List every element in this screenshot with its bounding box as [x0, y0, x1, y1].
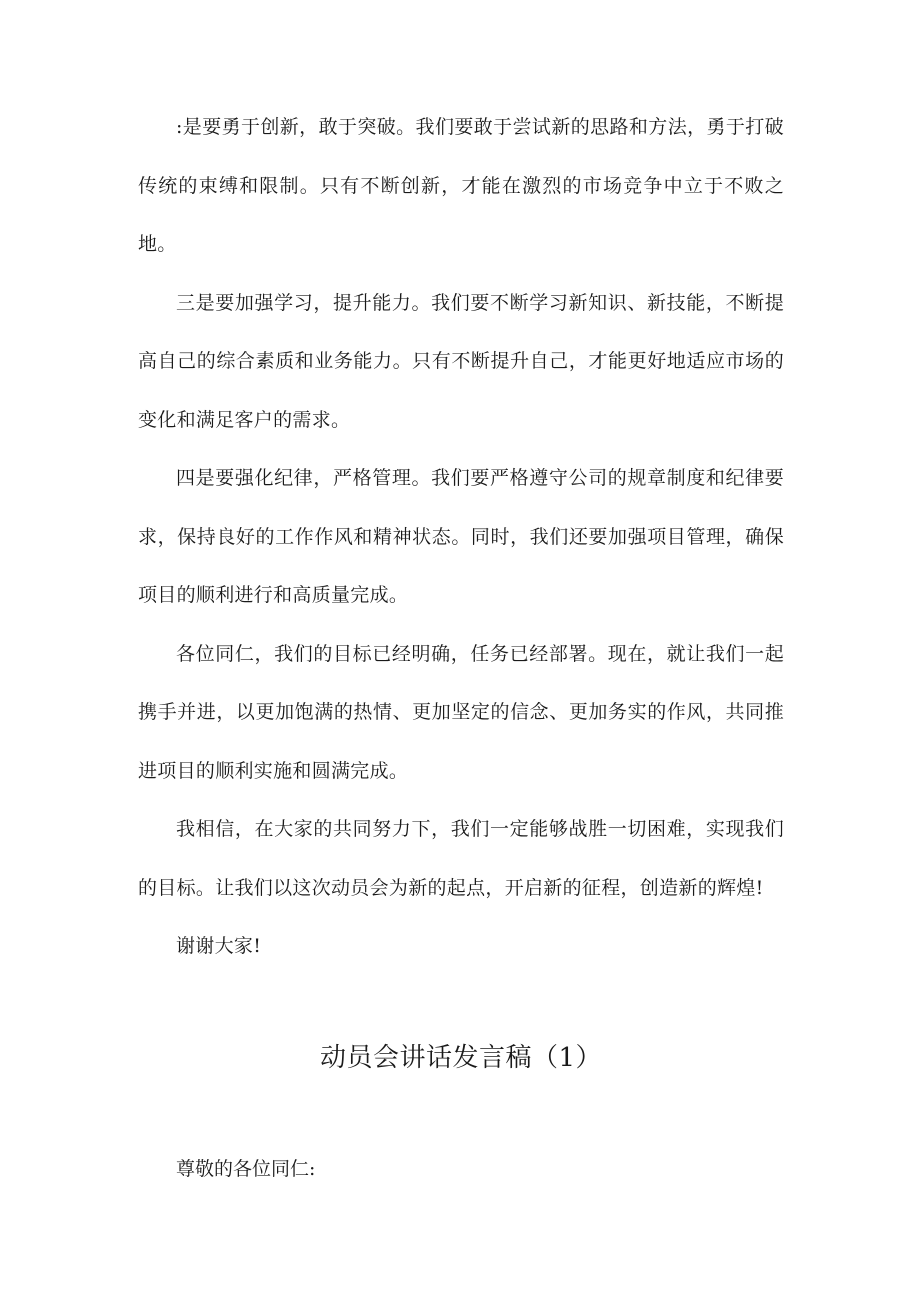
paragraph-call-to-action: 各位同仁，我们的目标已经明确，任务已经部署。现在，就让我们一起携手并进，以更加饱满的热情、更加坚定的信念、更加务实的作风，共同推进项目的顺利实施和圆满完成。: [138, 642, 784, 782]
paragraph-confidence: 我相信，在大家的共同努力下，我们一定能够战胜一切困难，实现我们的目标。让我们以这次动员会为新的起点，开启新的征程，创造新的辉煌!: [138, 818, 784, 899]
salutation: 尊敬的各位同仁:: [176, 1157, 316, 1180]
document-page: [138, 98, 784, 1198]
paragraph-discipline: 四是要强化纪律，严格管理。我们要严格遵守公司的规章制度和纪律要求，保持良好的工作作风和精神状态。同时，我们还要加强项目管理，确保项目的顺利进行和高质量完成。: [138, 467, 784, 606]
paragraph-innovation: :是要勇于创新，敢于突破。我们要敢于尝试新的思路和方法，勇于打破传统的束缚和限制。只有不断创新，才能在激烈的市场竞争中立于不败之地。: [138, 116, 784, 255]
section-title: 动员会讲话发言稿（1）: [319, 1042, 603, 1073]
paragraph-thanks: 谢谢大家!: [176, 935, 262, 957]
paragraph-learning: 三是要加强学习，提升能力。我们要不断学习新知识、新技能，不断提高自己的综合素质和业务能力。只有不断提升自己，才能更好地适应市场的变化和满足客户的需求。: [138, 291, 784, 431]
